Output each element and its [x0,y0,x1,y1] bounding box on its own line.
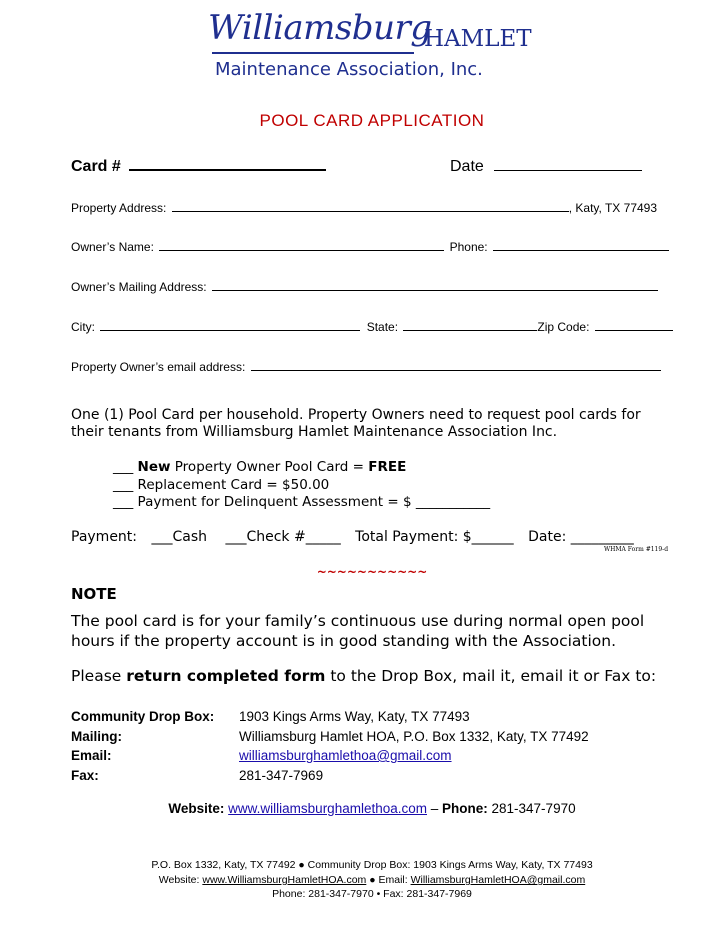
logo-underline [212,52,414,54]
logo-script-text: Williamsburg [208,8,432,48]
property-address-row [71,201,657,215]
mailing-address-field[interactable] [212,289,658,291]
property-address-suffix: , Katy, TX 77493 [568,201,658,215]
contact-label: Fax: [71,767,99,783]
website-link[interactable]: www.williamsburghamlethoa.com [228,801,427,816]
option-new-card[interactable] [113,459,490,477]
contact-fax [71,766,589,786]
footer-line-1: P.O. Box 1332, Katy, TX 77492 ● Community Drop Box: 1903 Kings Arms Way, Katy, TX 77493 [151,859,593,871]
city-state-zip-row [71,320,673,334]
payment-total[interactable]: Total Payment: $______ [355,529,514,545]
date-field[interactable] [494,169,642,171]
card-number-row [71,158,326,176]
option-delinquent-payment[interactable] [113,494,490,512]
zip-field[interactable] [595,329,673,331]
option-new-text: Property Owner Pool Card = [170,459,369,475]
state-label: State: [366,320,399,334]
form-code: WHMA Form #119-d [604,546,669,553]
return-pre: Please [71,667,127,685]
option-free-text: FREE [368,459,407,475]
footer-line-2 [0,874,720,886]
policy-text: One (1) Pool Card per household. Property Owners need to request pool cards for their tenants from Williamsburg Hamlet Maintenance Association Inc. [71,407,641,440]
return-bold: return completed form [126,667,326,685]
logo-subtitle: Maintenance Association, Inc. [215,59,483,80]
contact-label: Mailing: [71,728,122,744]
return-instructions [71,667,656,685]
payment-cash[interactable]: ___Cash [151,529,207,545]
date-label: Date [450,158,484,175]
city-label: City: [71,320,95,334]
website-line [0,801,720,816]
payment-label: Payment: [71,529,138,545]
phone-label: Phone: [449,240,488,254]
mailing-address-label: Owner’s Mailing Address: [71,280,207,294]
option-delinquent-text: Payment for Delinquent Assessment = $ ___________ [137,494,491,510]
email-field[interactable] [251,369,661,371]
logo-caps-text: HAMLET [424,26,532,52]
contact-value: 1903 Kings Arms Way, Katy, TX 77493 [239,709,470,724]
contact-label: Community Drop Box: [71,709,215,724]
divider: ~~~~~~~~~~~ [316,565,428,579]
zip-label: Zip Code: [537,320,590,334]
footer-line-3: Phone: 281-347-7970 • Fax: 281-347-7969 [272,888,472,900]
state-field[interactable] [403,329,537,331]
page-title: POOL CARD APPLICATION [259,111,485,130]
card-options [113,459,490,512]
owner-name-field[interactable] [159,249,444,251]
email-row [71,360,661,374]
dash: – [427,801,443,816]
card-number-label: Card # [71,158,121,175]
owner-name-label: Owner’s Name: [71,240,154,254]
contact-value: Williamsburg Hamlet HOA, P.O. Box 1332, Katy, TX 77492 [239,728,589,744]
option-new-bold: New [137,459,171,475]
footer-website-link[interactable]: www.WilliamsburgHamletHOA.com [202,874,367,886]
option-blank: ___ [113,476,134,493]
contact-label: Email: [71,748,112,763]
footer-website-label: Website: [158,874,203,886]
email-link[interactable]: williamsburghamlethoa@gmail.com [239,748,452,763]
contact-drop-box [71,707,589,727]
city-field[interactable] [100,329,360,331]
note-heading: NOTE [71,585,117,603]
option-replacement-text: Replacement Card = $50.00 [137,476,330,493]
contact-email [71,746,589,766]
payment-check[interactable]: ___Check #_____ [225,529,341,545]
contact-list [71,707,589,785]
note-text: The pool card is for your family’s continuous use during normal open pool hours if the property account is in good standing with the Association. [71,612,645,650]
phone-label-footer: Phone: [442,801,488,816]
card-number-field[interactable] [129,168,326,171]
option-replacement-card[interactable] [113,477,490,495]
owner-name-row [71,240,669,254]
property-address-field[interactable] [172,210,569,212]
footer-email-label: ● Email: [366,874,411,886]
email-label: Property Owner’s email address: [71,360,246,374]
contact-value: 281-347-7969 [239,767,324,783]
phone-value: 281-347-7970 [487,801,576,816]
contact-mailing [71,727,589,747]
phone-field[interactable] [493,249,669,251]
payment-row [71,529,634,545]
payment-date[interactable]: Date: _________ [528,529,634,545]
option-blank: ___ [113,494,134,510]
website-label: Website: [168,801,225,816]
option-blank: ___ [113,459,134,475]
return-post: to the Drop Box, mail it, email it or Fax to: [325,667,657,685]
mailing-address-row [71,280,658,294]
footer-email-link[interactable]: WilliamsburgHamletHOA@gmail.com [410,874,586,886]
property-address-label: Property Address: [71,201,167,215]
date-row [450,158,642,176]
